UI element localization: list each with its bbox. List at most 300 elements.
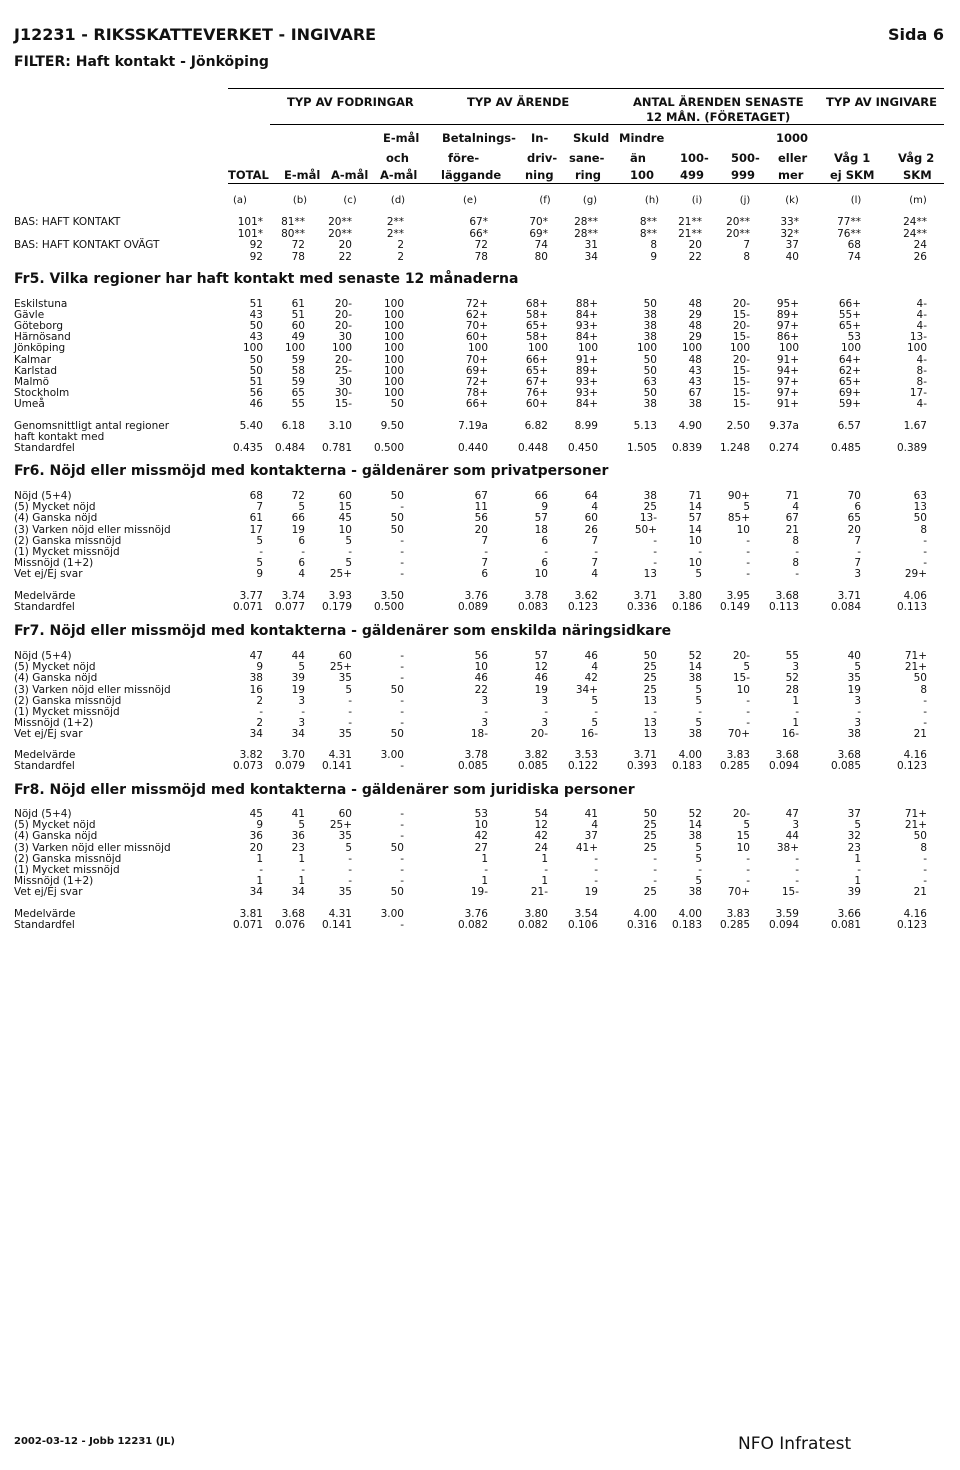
table-row <box>0 568 960 580</box>
table-cell: 38 <box>643 320 657 333</box>
table-cell: 59+ <box>838 397 861 410</box>
table-cell: 46 <box>584 650 598 662</box>
table-cell: 3.78 <box>464 749 488 761</box>
column-letter: (i) <box>691 195 703 206</box>
table-cell: 94+ <box>776 364 799 377</box>
table-cell: 15- <box>732 331 750 344</box>
table-cell: - <box>400 557 404 570</box>
hdr-r3-skm: SKM <box>903 168 932 182</box>
table-cell: 58+ <box>525 331 548 344</box>
table-row <box>0 216 960 228</box>
table-cell: 100 <box>331 342 352 355</box>
table-cell: - <box>259 706 263 718</box>
table-cell: - <box>653 534 657 547</box>
table-cell: 20- <box>530 728 548 741</box>
table-cell: 57 <box>534 650 548 662</box>
table-cell: 50 <box>390 886 404 899</box>
table-row <box>0 842 960 854</box>
table-cell: 50 <box>913 672 927 685</box>
table-cell: 17- <box>909 386 927 399</box>
table-cell: 7 <box>591 557 598 570</box>
table-cell: 27 <box>474 841 488 854</box>
table-cell: 70 <box>847 490 861 502</box>
table-cell: 1 <box>298 852 305 865</box>
table-cell: 5 <box>256 534 263 547</box>
table-cell: 21 <box>785 523 799 536</box>
table-cell: 20- <box>334 309 352 322</box>
table-cell: - <box>923 694 927 707</box>
table-row <box>0 886 960 898</box>
table-cell: 43 <box>249 309 263 322</box>
row-label: Missnöjd (1+2) <box>14 717 94 730</box>
table-cell: 2** <box>386 228 404 240</box>
table-cell: 5 <box>743 501 750 514</box>
table-cell: 38 <box>643 490 657 502</box>
table-cell: 0.393 <box>626 760 657 772</box>
table-cell: 25 <box>643 672 657 685</box>
table-row <box>0 717 960 729</box>
table-row <box>0 695 960 707</box>
table-cell: - <box>594 852 598 865</box>
table-cell: - <box>857 546 861 558</box>
hdr-r3-mer: mer <box>778 168 804 182</box>
table-cell: 66* <box>469 228 488 240</box>
table-cell: - <box>746 557 750 570</box>
table-cell: 78+ <box>465 386 488 399</box>
table-cell: 91+ <box>776 353 799 366</box>
table-cell: 3 <box>481 717 488 730</box>
table-cell: 85+ <box>727 512 750 525</box>
table-cell: 5 <box>695 852 702 865</box>
table-cell: - <box>544 706 548 718</box>
table-cell: 3.68 <box>281 908 305 920</box>
table-cell: 20- <box>334 298 352 310</box>
table-cell: - <box>400 875 404 888</box>
table-cell: 0.285 <box>719 760 750 772</box>
table-cell: 3.66 <box>837 908 861 920</box>
row-label: (5) Mycket nöjd <box>14 819 96 832</box>
table-cell: 5 <box>345 683 352 696</box>
table-row <box>0 875 960 887</box>
table-cell: 100 <box>383 386 404 399</box>
column-letters <box>0 195 960 209</box>
table-cell: 35 <box>847 672 861 685</box>
table-cell: 77** <box>837 216 861 228</box>
row-label: Nöjd (5+4) <box>14 490 72 502</box>
table-cell: 3.54 <box>574 908 598 920</box>
table-cell: - <box>348 852 352 865</box>
table-cell: 7 <box>854 534 861 547</box>
table-cell: 50 <box>913 512 927 525</box>
table-cell: - <box>400 534 404 547</box>
table-cell: - <box>746 875 750 888</box>
table-cell: 5 <box>695 568 702 581</box>
table-cell: 0.485 <box>830 442 861 454</box>
row-label: BAS: HAFT KONTAKT OVÄGT <box>14 239 160 251</box>
table-cell: 0.781 <box>321 442 352 454</box>
table-cell: 50 <box>643 650 657 662</box>
row-label: Stockholm <box>14 386 70 399</box>
table-cell: 5 <box>345 534 352 547</box>
table-cell: 3.93 <box>328 590 352 602</box>
table-cell: 3 <box>298 694 305 707</box>
table-cell: 10 <box>474 819 488 832</box>
table-cell: 0.094 <box>768 760 799 772</box>
table-cell: 52 <box>688 650 702 662</box>
table-cell: 3.71 <box>837 590 861 602</box>
table-cell: 60 <box>584 512 598 525</box>
table-cell: 100 <box>383 309 404 322</box>
group-antal-arenden-2: 12 MÅN. (FÖRETAGET) <box>646 110 791 124</box>
table-cell: 3 <box>298 717 305 730</box>
table-cell: 0.336 <box>626 601 657 613</box>
table-cell: 25 <box>643 819 657 832</box>
table-cell: 3.80 <box>524 908 548 920</box>
table-cell: 4.00 <box>678 749 702 761</box>
table-cell: 1.67 <box>903 420 927 432</box>
table-cell: 68 <box>847 239 861 251</box>
table-cell: - <box>594 546 598 558</box>
table-cell: 97+ <box>776 386 799 399</box>
table-cell: 3.74 <box>281 590 305 602</box>
table-cell: 25 <box>643 661 657 674</box>
table-cell: 6 <box>298 557 305 570</box>
table-cell: 1 <box>481 852 488 865</box>
table-cell: 4.90 <box>678 420 702 432</box>
table-cell: 0.141 <box>321 760 352 772</box>
table-cell: - <box>795 568 799 581</box>
table-cell: 60 <box>338 490 352 502</box>
table-cell: 72+ <box>465 375 488 388</box>
table-cell: 60 <box>291 320 305 333</box>
column-letter: (k) <box>785 195 799 206</box>
table-cell: 45 <box>249 808 263 820</box>
table-cell: - <box>400 650 404 662</box>
table-cell: 0.450 <box>567 442 598 454</box>
table-cell: 8 <box>743 251 750 263</box>
table-cell: 0.123 <box>896 919 927 931</box>
table-cell: 7 <box>481 557 488 570</box>
row-label: BAS: HAFT KONTAKT <box>14 216 121 228</box>
table-cell: 8 <box>792 557 799 570</box>
table-cell: 50 <box>390 523 404 536</box>
table-cell: 34 <box>249 886 263 899</box>
table-cell: 0.085 <box>517 760 548 772</box>
table-cell: 20** <box>726 228 750 240</box>
table-cell: 13 <box>643 694 657 707</box>
table-cell: - <box>400 717 404 730</box>
row-label: Härnösand <box>14 331 71 344</box>
table-cell: 38 <box>643 397 657 410</box>
table-cell: 15- <box>732 672 750 685</box>
table-cell: 68+ <box>525 298 548 310</box>
row-label: Gävle <box>14 309 45 322</box>
column-letter: (d) <box>390 195 406 206</box>
table-cell: 65 <box>847 512 861 525</box>
column-letter: (g) <box>582 195 598 206</box>
table-cell: 72+ <box>465 298 488 310</box>
table-cell: - <box>698 706 702 718</box>
table-cell: 5 <box>298 661 305 674</box>
table-cell: - <box>746 694 750 707</box>
table-cell: 4.31 <box>328 908 352 920</box>
table-cell: 48 <box>688 298 702 310</box>
table-cell: 67* <box>469 216 488 228</box>
table-cell: 23 <box>291 841 305 854</box>
table-cell: 15- <box>732 309 750 322</box>
table-cell: 20 <box>847 523 861 536</box>
table-cell: 61 <box>249 512 263 525</box>
table-cell: - <box>923 864 927 876</box>
table-cell: 89+ <box>776 309 799 322</box>
table-cell: 51 <box>291 309 305 322</box>
table-cell: 25 <box>643 683 657 696</box>
table-cell: - <box>746 546 750 558</box>
table-cell: 101* <box>237 228 263 240</box>
group-typ-av-fodringar: TYP AV FODRINGAR <box>287 95 414 109</box>
table-cell: 25 <box>643 830 657 843</box>
table-cell: 3.71 <box>633 590 657 602</box>
table-cell: 2 <box>256 717 263 730</box>
table-cell: 34 <box>291 728 305 741</box>
table-cell: 3.83 <box>726 749 750 761</box>
row-label: (1) Mycket missnöjd <box>14 864 120 876</box>
table-cell: 15- <box>732 397 750 410</box>
table-cell: 38 <box>643 309 657 322</box>
table-cell: - <box>746 852 750 865</box>
table-cell: 66 <box>291 512 305 525</box>
table-cell: 3.00 <box>380 749 404 761</box>
row-label: Vet ej/Ej svar <box>14 568 83 581</box>
table-cell: 6.57 <box>837 420 861 432</box>
table-cell: 29 <box>688 309 702 322</box>
table-cell: 37 <box>847 808 861 820</box>
table-cell: 0.073 <box>232 760 263 772</box>
table-cell: 60 <box>338 808 352 820</box>
table-cell: 50 <box>913 830 927 843</box>
table-cell: 100 <box>467 342 488 355</box>
table-cell: 51 <box>249 298 263 310</box>
row-label: (3) Varken nöjd eller missnöjd <box>14 523 171 536</box>
table-cell: 44 <box>785 830 799 843</box>
table-cell: 71 <box>688 490 702 502</box>
table-cell: 26 <box>584 523 598 536</box>
table-cell: 3 <box>541 717 548 730</box>
table-cell: 10 <box>534 568 548 581</box>
table-cell: 84+ <box>575 331 598 344</box>
table-cell: 15- <box>732 375 750 388</box>
table-cell: - <box>746 568 750 581</box>
table-cell: 18 <box>534 523 548 536</box>
table-cell: 6.82 <box>524 420 548 432</box>
table-cell: 97+ <box>776 375 799 388</box>
table-cell: 0.448 <box>517 442 548 454</box>
table-cell: 19 <box>584 886 598 899</box>
table-cell: 0.083 <box>517 601 548 613</box>
table-cell: 56 <box>474 650 488 662</box>
table-cell: 0.071 <box>232 601 263 613</box>
table-cell: 20- <box>334 353 352 366</box>
table-cell: - <box>400 919 404 931</box>
hdr-r3-ejskm: ej SKM <box>830 168 875 182</box>
table-cell: 57 <box>534 512 548 525</box>
hdr-r3-amal: A-mål <box>331 168 369 182</box>
table-cell: 100 <box>681 342 702 355</box>
table-cell: 3 <box>854 568 861 581</box>
row-label: (2) Ganska missnöjd <box>14 694 122 707</box>
table-cell: 0.389 <box>896 442 927 454</box>
table-cell: - <box>301 706 305 718</box>
table-cell: 10 <box>474 661 488 674</box>
row-label: (5) Mycket nöjd <box>14 661 96 674</box>
table-cell: 19- <box>470 886 488 899</box>
table-cell: 22 <box>474 683 488 696</box>
table-cell: 67 <box>785 512 799 525</box>
table-cell: 48 <box>688 353 702 366</box>
table-cell: 52 <box>785 672 799 685</box>
table-cell: 1 <box>541 852 548 865</box>
table-cell: 0.084 <box>830 601 861 613</box>
row-label: (1) Mycket missnöjd <box>14 706 120 718</box>
hdr-r2-fore: före- <box>448 151 480 165</box>
column-letter: (j) <box>739 195 751 206</box>
table-cell: 22 <box>338 251 352 263</box>
table-cell: 1 <box>481 875 488 888</box>
table-cell: 55 <box>291 397 305 410</box>
table-cell: 15- <box>334 397 352 410</box>
table-cell: 24** <box>903 216 927 228</box>
table-cell: - <box>400 819 404 832</box>
table-cell: 3 <box>854 717 861 730</box>
table-cell: 6 <box>481 568 488 581</box>
row-label: Missnöjd (1+2) <box>14 557 94 570</box>
table-cell: 63 <box>643 375 657 388</box>
table-cell: - <box>653 706 657 718</box>
column-letter: (f) <box>539 195 551 206</box>
table-cell: 66+ <box>465 397 488 410</box>
table-cell: 21 <box>913 886 927 899</box>
hdr-r1-emal: E-mål <box>383 131 420 145</box>
table-cell: 50 <box>643 386 657 399</box>
group-typ-av-ingivare: TYP AV INGIVARE <box>826 95 937 109</box>
filter-text: FILTER: Haft kontakt - Jönköping <box>14 54 269 70</box>
table-cell: - <box>795 864 799 876</box>
header-rule-bottom <box>228 183 944 184</box>
table-cell: - <box>400 546 404 558</box>
hdr-r1-mindre: Mindre <box>619 131 665 145</box>
table-cell: 20** <box>328 228 352 240</box>
table-cell: 38 <box>643 331 657 344</box>
table-cell: 0.113 <box>896 601 927 613</box>
table-cell: - <box>923 546 927 558</box>
table-cell: - <box>400 694 404 707</box>
table-cell: 50 <box>390 728 404 741</box>
table-cell: 37 <box>584 830 598 843</box>
table-cell: 8.99 <box>574 420 598 432</box>
table-cell: 1.248 <box>719 442 750 454</box>
table-cell: 51 <box>249 375 263 388</box>
hdr-r1-1000: 1000 <box>776 131 809 145</box>
table-cell: 3.82 <box>524 749 548 761</box>
question-title: Fr6. Nöjd eller missmöjd med kontakterna - gäldenärer som privatpersoner <box>14 463 609 479</box>
table-cell: 0.186 <box>671 601 702 613</box>
row-label: Missnöjd (1+2) <box>14 875 94 888</box>
table-cell: 39 <box>847 886 861 899</box>
table-cell: 1 <box>792 717 799 730</box>
table-cell: - <box>301 864 305 876</box>
row-label: Jönköping <box>14 342 66 355</box>
table-cell: 0.123 <box>896 760 927 772</box>
table-cell: 50 <box>249 353 263 366</box>
table-cell: 72 <box>291 490 305 502</box>
table-cell: 14 <box>688 661 702 674</box>
table-cell: 70+ <box>727 728 750 741</box>
row-label: Medelvärde <box>14 749 76 761</box>
table-cell: 0.179 <box>321 601 352 613</box>
table-cell: 4 <box>792 501 799 514</box>
table-cell: 40 <box>785 251 799 263</box>
table-cell: 28 <box>785 683 799 696</box>
table-cell: 43 <box>688 364 702 377</box>
table-cell: 32* <box>780 228 799 240</box>
table-cell: - <box>301 546 305 558</box>
table-cell: 58 <box>291 364 305 377</box>
table-cell: - <box>923 557 927 570</box>
hdr-r2-vag1: Våg 1 <box>834 151 871 165</box>
table-cell: 6 <box>541 534 548 547</box>
table-cell: 1 <box>854 852 861 865</box>
table-cell: 38 <box>688 397 702 410</box>
table-cell: 100 <box>577 342 598 355</box>
table-cell: - <box>594 875 598 888</box>
table-cell: 35 <box>338 672 352 685</box>
table-cell: 10 <box>338 523 352 536</box>
table-cell: 48 <box>688 320 702 333</box>
table-cell: 90+ <box>727 490 750 502</box>
table-cell: 2 <box>256 694 263 707</box>
table-cell: 20- <box>732 650 750 662</box>
hdr-r3-laggande: läggande <box>441 168 502 182</box>
table-cell: 0.106 <box>567 919 598 931</box>
table-cell: - <box>746 534 750 547</box>
table-cell: - <box>923 717 927 730</box>
table-cell: 0.094 <box>768 919 799 931</box>
table-cell: 59 <box>291 353 305 366</box>
table-row <box>0 919 960 931</box>
table-cell: 0.149 <box>719 601 750 613</box>
table-row <box>0 684 960 696</box>
table-row <box>0 501 960 513</box>
table-cell: 29 <box>688 331 702 344</box>
table-cell: - <box>400 706 404 718</box>
row-label: (4) Ganska nöjd <box>14 830 98 843</box>
table-cell: 42 <box>534 830 548 843</box>
table-cell: 4.00 <box>633 908 657 920</box>
table-cell: 49 <box>291 331 305 344</box>
table-cell: - <box>400 864 404 876</box>
table-cell: 0.285 <box>719 919 750 931</box>
hdr-r2-driv: driv- <box>527 151 558 165</box>
table-cell: 38 <box>688 728 702 741</box>
table-cell: 100 <box>729 342 750 355</box>
table-cell: 46 <box>534 672 548 685</box>
table-cell: 3.00 <box>380 908 404 920</box>
table-cell: 8 <box>920 841 927 854</box>
table-cell: - <box>698 864 702 876</box>
table-cell: - <box>653 852 657 865</box>
table-cell: 5 <box>345 557 352 570</box>
table-cell: 0.435 <box>232 442 263 454</box>
